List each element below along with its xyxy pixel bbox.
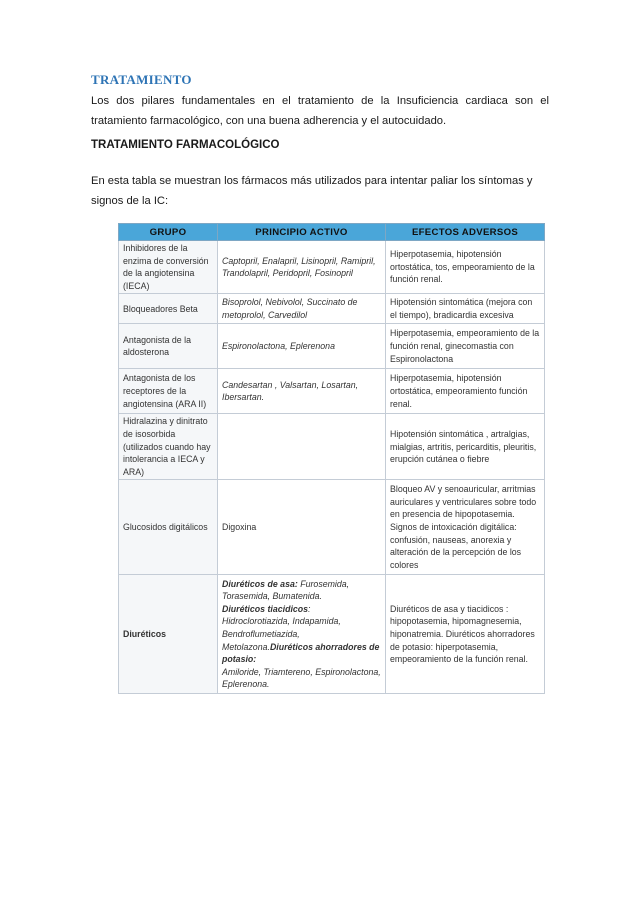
table-row — [119, 480, 545, 575]
table-row — [119, 294, 545, 324]
table-row — [119, 369, 545, 414]
cell-grupo: Antagonista de la aldosterona — [119, 324, 218, 369]
table-row — [119, 324, 545, 369]
diureticos-ahorradores-drugs: Amiloride, Triamtereno, Espironolactona, Eplerenona. — [222, 666, 381, 690]
cell-efectos-adversos: Hiperpotasemia, hipotensión ortostática, tos, empeoramiento de la función renal. — [386, 241, 545, 294]
table-row — [119, 241, 545, 294]
diureticos-tiacidicos-colon: : — [308, 603, 311, 614]
cell-efectos-adversos: Hiperpotasemia, hipotensión ortostática, empeoramiento función renal. — [386, 369, 545, 414]
cell-principio-activo: Digoxina — [218, 480, 386, 575]
cell-grupo: Inhibidores de la enzima de conversión de la angiotensina (IECA) — [119, 241, 218, 294]
section-heading: TRATAMIENTO — [91, 72, 192, 87]
table-row — [119, 414, 545, 480]
cell-principio-activo: Espironolactona, Eplerenona — [218, 324, 386, 369]
cell-principio-activo: Bisoprolol, Nebivolol, Succinato de metoprolol, Carvedilol — [218, 294, 386, 324]
subsection-heading: TRATAMIENTO FARMACOLÓGICO — [91, 139, 280, 151]
diureticos-tiacidicos-label: Diuréticos tiacidicos — [222, 603, 309, 614]
cell-grupo: Antagonista de los receptores de la angiotensina (ARA II) — [119, 369, 218, 414]
table-intro-paragraph: En esta tabla se muestran los fármacos más utilizados para intentar paliar los síntomas y signos de la IC: — [91, 175, 533, 207]
intro-paragraph: Los dos pilares fundamentales en el tratamiento de la Insuficiencia cardiaca son el tratamiento farmacológico, con una buena adherencia y el autocuidado. — [91, 95, 549, 127]
header-grupo: GRUPO — [119, 224, 218, 241]
drug-table — [118, 223, 545, 694]
cell-principio-activo — [218, 575, 386, 694]
cell-grupo: Glucosidos digitálicos — [119, 480, 218, 575]
cell-efectos-adversos: Bloqueo AV y senoauricular, arritmias auriculares y ventriculares sobre todo en presencia de hipopotasemia. Signos de intoxicación digitálica: confusión, nauseas, anorexia y alteración de la percepción de los colores — [386, 480, 545, 575]
diureticos-asa-label: Diuréticos de asa: — [222, 578, 298, 589]
cell-efectos-adversos: Diuréticos de asa y tiacidicos : hipopotasemia, hipomagnesemia, hiponatremia. Diuréticos ahorradores de potasio: hiperpotasemia, empeoramiento de la función renal. — [386, 575, 545, 694]
cell-principio-activo: Candesartan , Valsartan, Losartan, Ibersartan. — [218, 369, 386, 414]
cell-efectos-adversos: Hipotensión sintomática (mejora con el tiempo), bradicardia excesiva — [386, 294, 545, 324]
header-efectos-adversos: EFECTOS ADVERSOS — [386, 224, 545, 241]
cell-grupo: Hidralazina y dinitrato de isosorbida (utilizados cuando hay intolerancia a IECA y ARA) — [119, 414, 218, 480]
cell-efectos-adversos: Hiperpotasemia, empeoramiento de la función renal, ginecomastia con Espironolactona — [386, 324, 545, 369]
table-header-row — [119, 224, 545, 241]
header-principio-activo: PRINCIPIO ACTIVO — [218, 224, 386, 241]
cell-efectos-adversos: Hipotensión sintomática , artralgias, mialgias, artritis, pericarditis, pleuritis, erupción cutánea o fiebre — [386, 414, 545, 480]
diureticos-tiacidicos-drugs: Hidroclorotiazida, Indapamida, Bendroflumetiazida, Metolazona. — [222, 616, 341, 652]
diureticos-ahorradores-label: Diuréticos ahorradores de potasio: — [222, 641, 380, 665]
cell-principio-activo — [218, 414, 386, 480]
diureticos-asa-drugs: Furosemida, Torasemida, Bumatenida. — [222, 578, 350, 602]
cell-grupo: Diuréticos — [119, 575, 218, 694]
table-row — [119, 575, 545, 694]
cell-principio-activo: Captopril, Enalapril, Lisinopril, Ramipril, Trandolapril, Peridopril, Fosinopril — [218, 241, 386, 294]
cell-grupo: Bloqueadores Beta — [119, 294, 218, 324]
